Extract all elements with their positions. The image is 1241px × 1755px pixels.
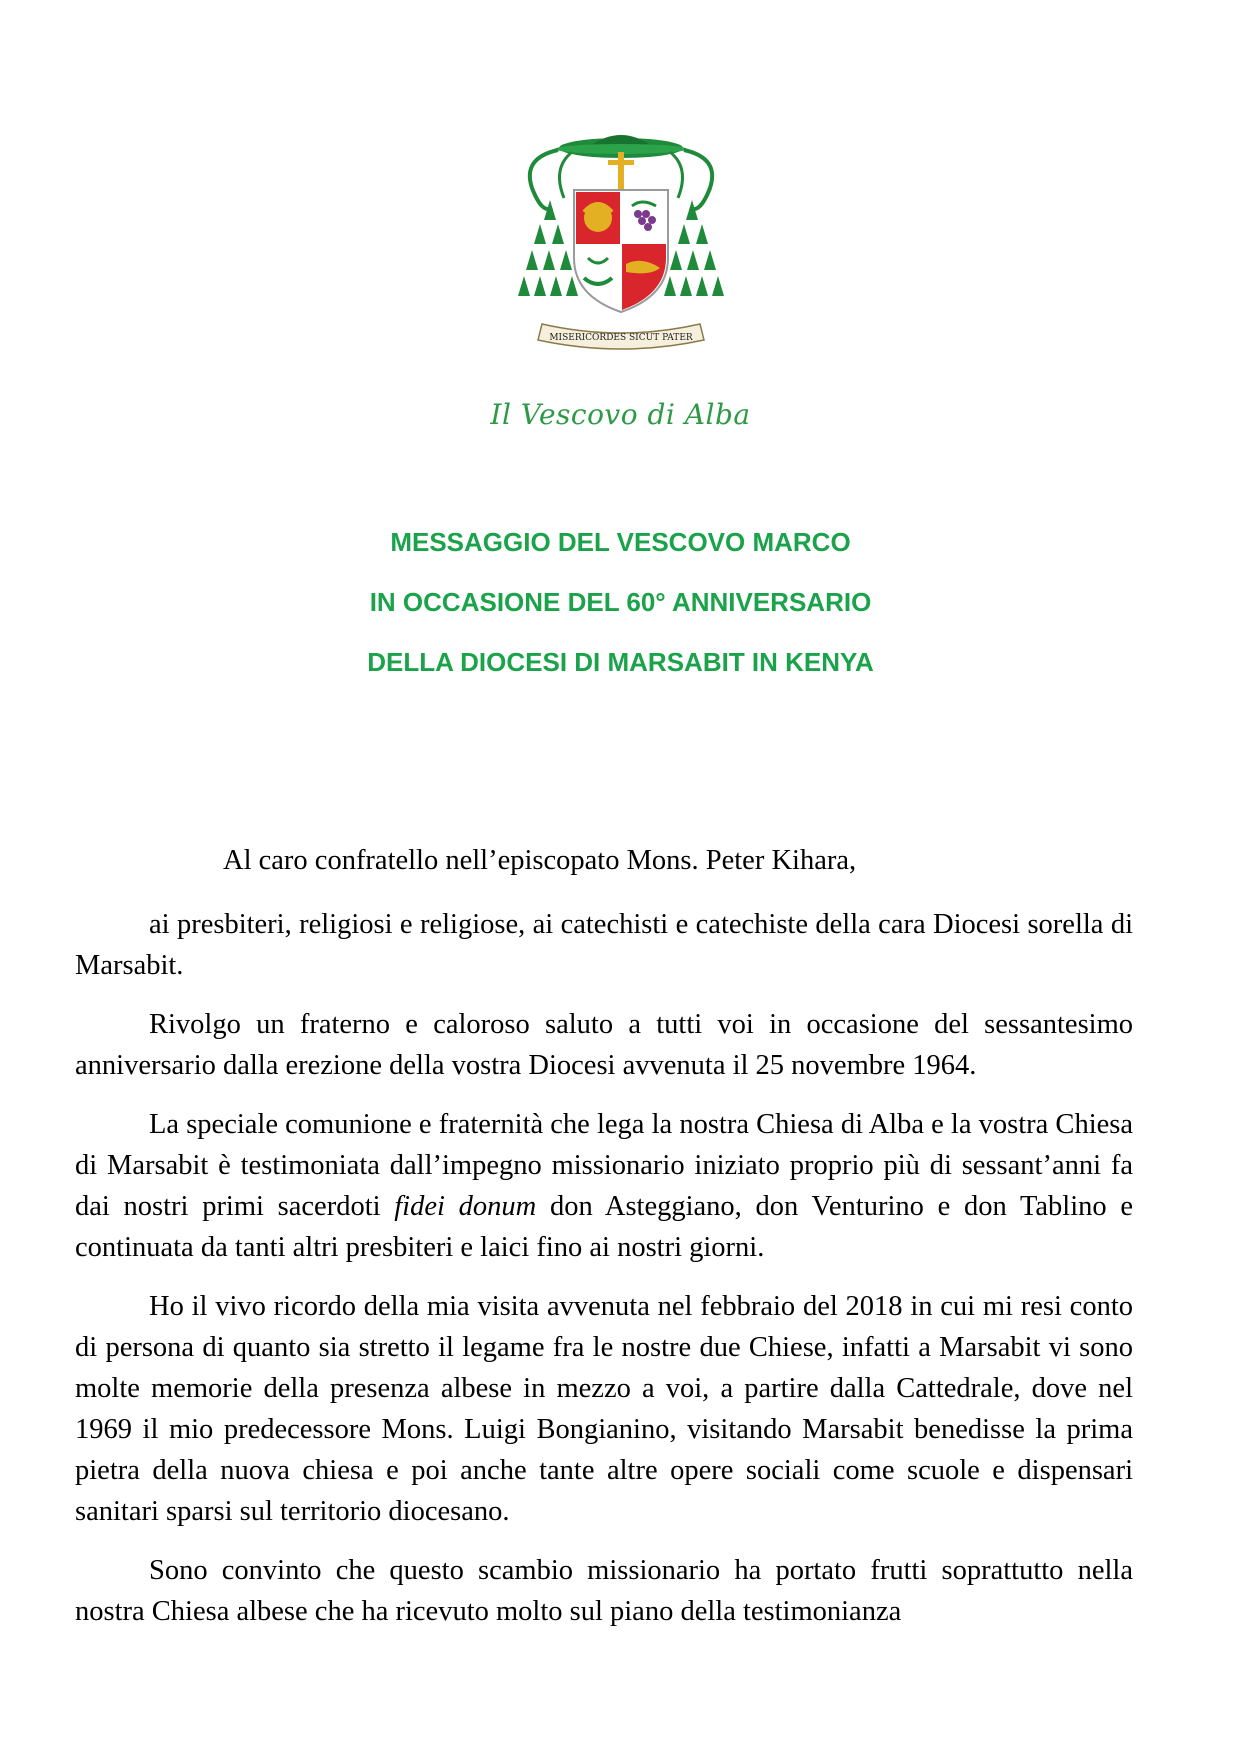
- paragraph-3: [75, 1104, 1133, 1268]
- letter-body: [75, 840, 1133, 1650]
- title-line-1: MESSAGGIO DEL VESCOVO MARCO: [390, 527, 851, 557]
- title-line-2: IN OCCASIONE DEL 60° ANNIVERSARIO: [369, 587, 872, 617]
- paragraph-5: Sono convinto che questo scambio missionario ha portato frutti soprattutto nella nostra Chiesa albese che ha ricevuto molto sul piano della testimonianza: [75, 1555, 1133, 1627]
- bishop-signature-line: Il Vescovo di Alba: [490, 398, 751, 431]
- document-title: [0, 522, 1241, 702]
- salutation: Al caro confratello nell’episcopato Mons. Peter Kihara,: [223, 845, 857, 876]
- motto-text: MISERICORDES SICUT PATER: [549, 333, 693, 343]
- paragraph-2: Rivolgo un fraterno e caloroso saluto a tutti voi in occasione del sessantesimo anniversario dalla erezione della vostra Diocesi avvenuta il 25 novembre 1964.: [75, 1009, 1133, 1081]
- paragraph-4: Ho il vivo ricordo della mia visita avvenuta nel febbraio del 2018 in cui mi resi conto di persona di quanto sia stretto il legame fra le nostre due Chiese, infatti a Marsabit vi sono molte memorie della presenza albese in mezzo a voi, a partire dalla Cattedrale, dove nel 1969 il mio predecessore Mons. Luigi Bongianino, visitando Marsabit benedisse la prima pietra della nuova chiesa e poi anche tante altre opere sociali come scuole e dispensari sanitari sparsi sul territorio diocesano.: [75, 1291, 1133, 1527]
- coat-of-arms-logo: [512, 128, 730, 360]
- paragraph-3-text-b: don Asteggiano, don Venturino e don Tablino e continuata da tanti altri presbiteri e laici fino ai nostri giorni.: [75, 1191, 1133, 1263]
- paragraph-3-text-a: La speciale comunione e fraternità che lega la nostra Chiesa di Alba e la vostra Chiesa di Marsabit è testimoniata dall’impegno missionario iniziato proprio più di sessant’anni fa dai nostri primi sacerdoti: [75, 1109, 1133, 1222]
- paragraph-1: ai presbiteri, religiosi e religiose, ai catechisti e catechiste della cara Diocesi sorella di Marsabit.: [75, 909, 1133, 981]
- paragraph-3-italic: fidei donum: [394, 1191, 537, 1222]
- title-line-3: DELLA DIOCESI DI MARSABIT IN KENYA: [367, 647, 874, 677]
